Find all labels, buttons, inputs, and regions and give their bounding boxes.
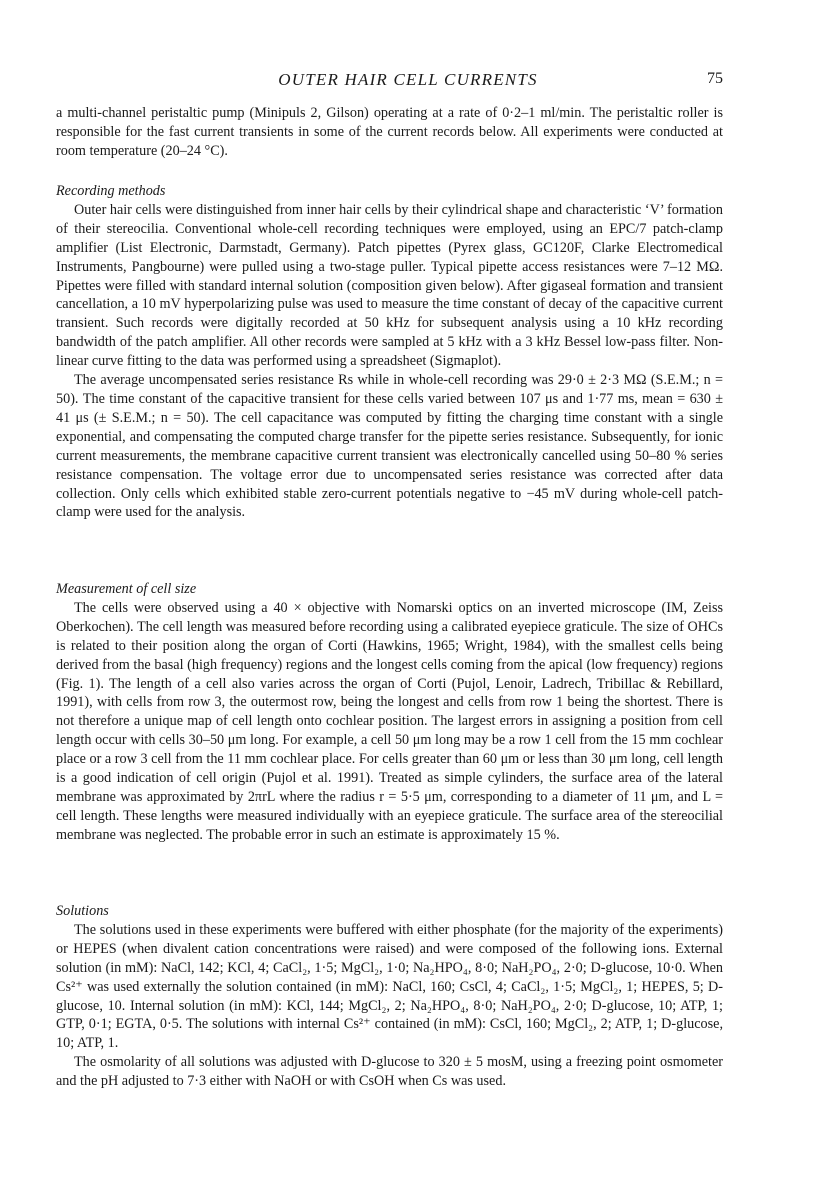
recording-methods-heading: Recording methods [56, 183, 166, 199]
intro-paragraph: a multi-channel peristaltic pump (Minipuls 2, Gilson) operating at a rate of 0·2–1 ml/min. The peristaltic roller is responsible for the fast current transients in some of the current records below. All experiments were conducted at room temperature (20–24 °C). [56, 105, 723, 159]
solutions-paragraph-1: The solutions used in these experiments were buffered with either phosphate (for the majority of the experiments) or HEPES (when divalent cation concentrations were raised) and were composed of the following ions. External solution (in mM): NaCl, 142; KCl, 4; CaCl₂, 1·5; MgCl₂, 1·0; Na₂HPO₄, 8·0; NaH₂PO₄, 2·0; D-glucose, 10·0. When Cs²⁺ was used externally the solution contained (in mM): NaCl, 160; CsCl, 4; CaCl₂, 1·5; MgCl₂, 1; HEPES, 5; D-glucose, 10. Internal solution (in mM): KCl, 144; MgCl₂, 2; Na₂HPO₄, 8·0; NaH₂PO₄, 2·0; D-glucose, 10; ATP, 1; GTP, 0·1; EGTA, 0·5. The solutions with internal Cs²⁺ contained (in mM): CsCl, 160; MgCl₂, 2; ATP, 1; D-glucose, 10; ATP, 1. [56, 921, 723, 1052]
cell-size-section [56, 580, 723, 845]
solutions-paragraph-2: The osmolarity of all solutions was adjusted with D-glucose to 320 ± 5 mosM, using a freezing point osmometer and the pH adjusted to 7·3 either with NaOH or with CsOH when Cs was used. [56, 1054, 723, 1090]
running-head [0, 70, 816, 92]
cell-size-paragraph: The cells were observed using a 40 × objective with Nomarski optics on an inverted microscope (IM, Zeiss Oberkochen). The cell length was measured before recording using a calibrated eyepiece graticule. The size of OHCs is related to their position along the organ of Corti (Hawkins, 1965; Wright, 1984), with the smallest cells being derived from the basal (high frequency) regions and the longest cells coming from the apical (low frequency) regions (Fig. 1). The length of a cell also varies across the organ of Corti (Pujol, Lenoir, Ladrech, Tribillac & Rebillard, 1991), with cells from row 3, the outermost row, being the longest and cells from row 1 being the shortest. There is not therefore a unique map of cell length onto cochlear position. The largest errors in assigning a position from cell length occur with cells 30–50 μm long. For example, a cell 50 μm long may be a row 1 cell from the 15 mm cochlear place or a row 3 cell from the 11 mm cochlear place. For cells greater than 60 μm or less than 30 μm long, cell length is a good indication of cell origin (Pujol et al. 1991). Treated as simple cylinders, the surface area of the lateral membrane was approximated by 2πrL where the radius r = 5·5 μm, corresponding to a diameter of 11 μm, and L = cell length. These lengths were measured individually with an eyepiece graticule. The surface area of the stereocilial membrane was neglected. The probable error in such an estimate is approximately 15 %. [56, 599, 723, 843]
recording-paragraph-1: Outer hair cells were distinguished from inner hair cells by their cylindrical shape and characteristic ‘V’ formation of their stereocilia. Conventional whole-cell recording techniques were employed, using an EPC/7 patch-clamp amplifier (List Electronic, Darmstadt, Germany). Patch pipettes (Pyrex glass, GC120F, Clarke Electromedical Instruments, Pangbourne) were pulled using a two-stage puller. Typical pipette access resistances were 7–12 MΩ. Pipettes were filled with standard internal solution (composition given below). After gigaseal formation and transient cancellation, a 10 mV hyperpolarizing pulse was used to measure the time constant of decay of the capacitive current transient. Such records were digitally recorded at 50 kHz for subsequent analysis using a 10 kHz recording bandwidth of the patch amplifier. All other records were sampled at 5 kHz with a 3 kHz Bessel low-pass filter. Non-linear curve fitting to the data was performed using a spreadsheet (Sigmaplot). [56, 201, 723, 370]
recording-paragraph-2: The average uncompensated series resistance Rs while in whole-cell recording was 29·0 ± 2·3 MΩ (S.E.M.; n = 50). The time constant of the capacitive transient for these cells varied between 107 μs and 1·77 ms, mean = 630 ± 41 μs (± S.E.M.; n = 50). The cell capacitance was computed by fitting the charging time constant with a single exponential, and compensating the computed charge transfer for the pipette series resistance. Subsequently, for ionic current measurements, the membrane capacitive current transient was electronically cancelled using 50–80 % series resistance compensation. The voltage error due to uncompensated series resistance was corrected after data collection. Only cells which exhibited stable zero-current potentials negative to −45 mV during whole-cell patch-clamp were used for the analysis. [56, 372, 723, 521]
solutions-section [56, 902, 723, 1091]
recording-methods-section [56, 182, 723, 522]
solutions-heading: Solutions [56, 903, 109, 919]
cell-size-heading: Measurement of cell size [56, 581, 197, 597]
page-number: 75 [707, 70, 723, 87]
running-title: OUTER HAIR CELL CURRENTS [278, 70, 538, 89]
intro-block [56, 104, 723, 161]
